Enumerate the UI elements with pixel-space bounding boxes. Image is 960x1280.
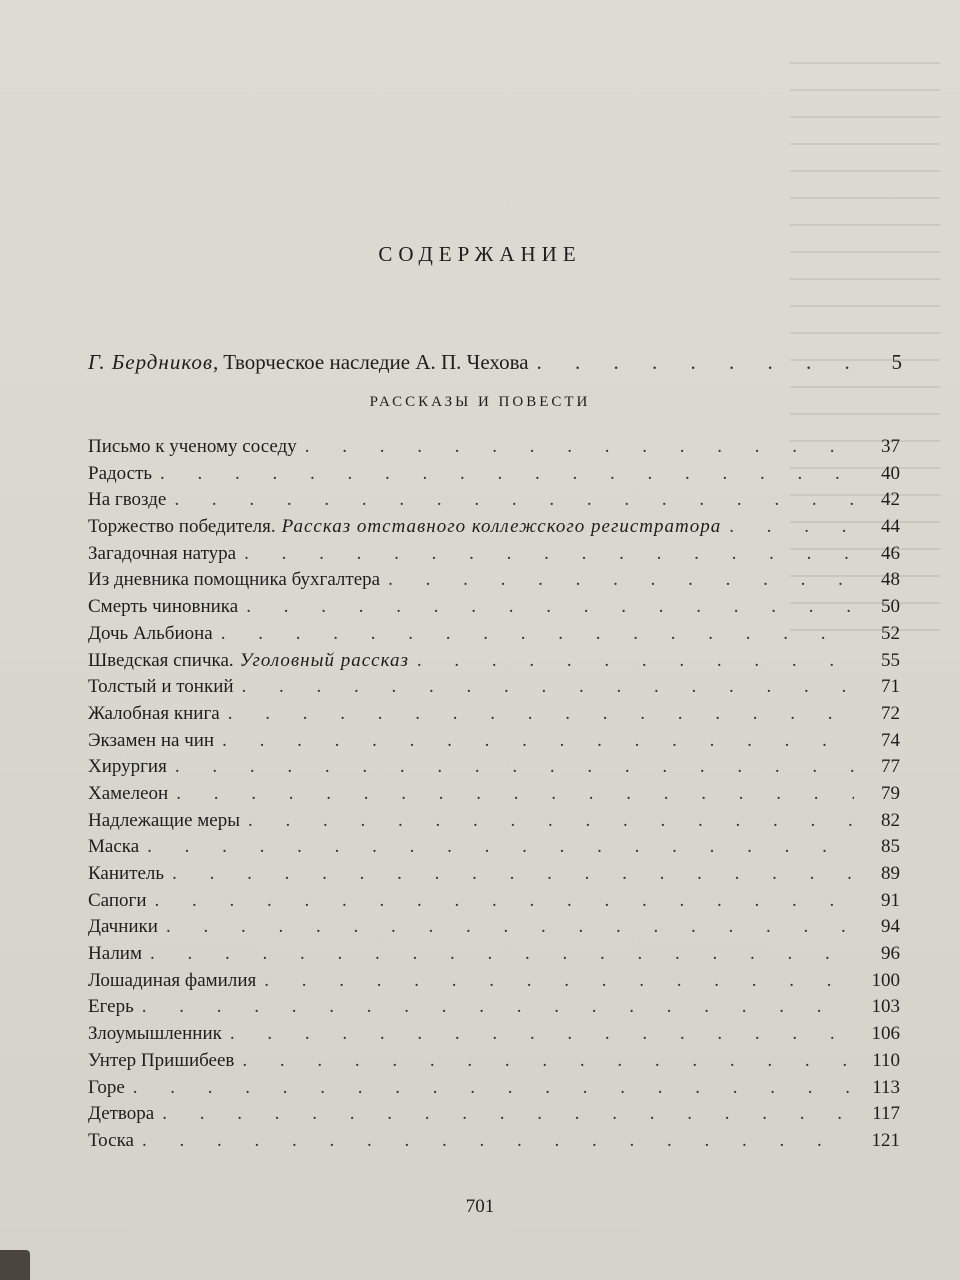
page-corner-shadow [0,1250,30,1280]
dot-leader [305,434,854,461]
preface-page-number: 5 [891,350,902,374]
dot-leader [162,1101,854,1128]
dot-leader [160,461,854,488]
toc-entry-title: Тоска [88,1129,134,1151]
toc-entry-title: Егерь [88,996,134,1018]
dot-leader [537,350,880,375]
toc-entry [88,1021,900,1048]
toc-entry [88,487,900,514]
toc-entry-subtitle: Рассказ отставного коллежского регистратора [281,516,722,538]
toc-entry [88,648,900,675]
dot-leader [176,781,854,808]
toc-entry-page-number: 48 [881,569,900,591]
dot-leader [417,648,854,675]
toc-entry-title: Лошадиная фамилия [88,969,257,991]
toc-entry-page-number: 85 [881,836,900,858]
toc-entry-page-number: 44 [881,516,900,538]
preface-title: Творческое наследие А. П. Чехова [223,350,529,374]
toc-entry [88,781,900,808]
toc-entry-page-number: 113 [872,1076,900,1098]
dot-leader [246,594,854,621]
toc-entry [88,808,900,835]
toc-entry [88,728,900,755]
toc-entry-page-number: 91 [881,889,900,911]
dot-leader [166,914,854,941]
toc-entry [88,914,900,941]
dot-leader [175,754,854,781]
toc-entry [88,461,900,488]
toc-entry-page-number: 89 [881,863,900,884]
toc-entry [88,674,900,701]
toc-entry-title: Торжество победителя. [88,516,276,538]
toc-entry [88,834,900,861]
toc-entry-title: Унтер Пришибеев [88,1049,235,1071]
toc-entry [88,514,900,541]
toc-entry-page-number: 52 [881,622,900,644]
dot-leader [222,728,854,755]
dot-leader [729,514,854,541]
toc-entry-page-number: 40 [881,462,900,484]
toc-entry-page-number: 42 [881,489,900,511]
dot-leader [388,567,854,594]
toc-entry-title: Жалобная книга [88,702,220,724]
toc-entry [88,754,900,781]
toc-entry [88,567,900,594]
toc-entry-page-number: 106 [871,1023,900,1045]
toc-entry [88,968,900,995]
toc-entry-page-number: 72 [881,702,900,724]
toc-entry [88,1075,900,1102]
toc-entry [88,888,900,915]
section-heading: РАССКАЗЫ И ПОВЕСТИ [369,394,591,410]
toc-entry-title: Шведская спичка. [88,649,234,671]
toc-entry-title: Радость [88,462,153,484]
toc-entry-title: Надлежащие меры [88,809,240,831]
toc-entry-title: Хамелеон [88,782,169,804]
dot-leader [147,834,854,861]
dot-leader [264,968,854,995]
toc-entry [88,621,900,648]
toc-entry-title: Детвора [88,1103,155,1125]
dot-leader [172,861,854,888]
toc-entry-title: Маска [88,836,140,858]
toc-entry-title: Из дневника помощника бухгалтера [88,569,381,591]
toc-entry-page-number: 96 [881,943,900,965]
toc-entry-title: Загадочная натура [88,542,237,564]
toc-entry-page-number: 82 [881,809,900,831]
toc-entry [88,594,900,621]
toc-entry-page-number: 50 [881,596,900,618]
toc-entry-subtitle: Уголовный рассказ [239,649,409,671]
toc-entry-page-number: 71 [881,676,900,698]
toc-entry [88,1048,900,1075]
toc-entry-title: Дочь Альбиона [88,622,213,644]
toc-entry [88,434,900,461]
dot-leader [150,941,854,968]
toc-entry [88,701,900,728]
toc-entry-title: Экзамен на чин [88,729,215,751]
dot-leader [142,994,854,1021]
toc-entry-page-number: 117 [872,1103,900,1125]
toc-entry-title: Налим [88,943,142,965]
toc-entry-page-number: 94 [881,916,900,938]
dot-leader [221,621,854,648]
toc-entry [88,941,900,968]
toc-entry [88,861,900,888]
dot-leader [228,701,854,728]
dot-leader [142,1128,854,1155]
toc-entry-title: Горе [88,1076,125,1098]
toc-entry-title: Толстый и тонкий [88,676,234,698]
toc-entry-title: Дачники [88,916,158,938]
toc-entry-title: Канитель [88,863,165,884]
toc-entry-page-number: 37 [881,436,900,457]
toc-entry-page-number: 46 [881,542,900,564]
toc-entry-page-number: 121 [871,1129,900,1151]
toc-entry-title: Хирургия [88,756,167,778]
dot-leader [244,541,854,568]
toc-entry-page-number: 74 [881,729,900,751]
toc-entry-title: Письмо к ученому соседу [88,436,297,457]
dot-leader [133,1075,854,1102]
toc-entry-page-number: 77 [881,756,900,778]
page-number: 701 [465,1196,495,1217]
dot-leader [248,808,854,835]
toc-entry [88,1128,900,1155]
toc-entry [88,541,900,568]
toc-entry [88,1101,900,1128]
table-of-contents [88,434,900,1155]
toc-entry-title: Злоумышленник [88,1023,222,1045]
page-heading: СОДЕРЖАНИЕ [378,242,582,266]
toc-entry [88,994,900,1021]
toc-entry-page-number: 100 [871,969,900,991]
toc-entry-page-number: 103 [871,996,900,1018]
dot-leader [242,674,854,701]
dot-leader [174,487,854,514]
toc-entry-title: На гвозде [88,489,167,511]
dot-leader [154,888,854,915]
toc-entry-page-number: 110 [872,1049,900,1071]
toc-entry-page-number: 55 [881,649,900,671]
preface-author: Г. Бердников, [88,350,220,374]
dot-leader [230,1021,854,1048]
preface-entry [88,350,902,380]
toc-entry-page-number: 79 [881,782,900,804]
dot-leader [242,1048,854,1075]
toc-entry-title: Сапоги [88,889,147,911]
toc-entry-title: Смерть чиновника [88,596,239,618]
